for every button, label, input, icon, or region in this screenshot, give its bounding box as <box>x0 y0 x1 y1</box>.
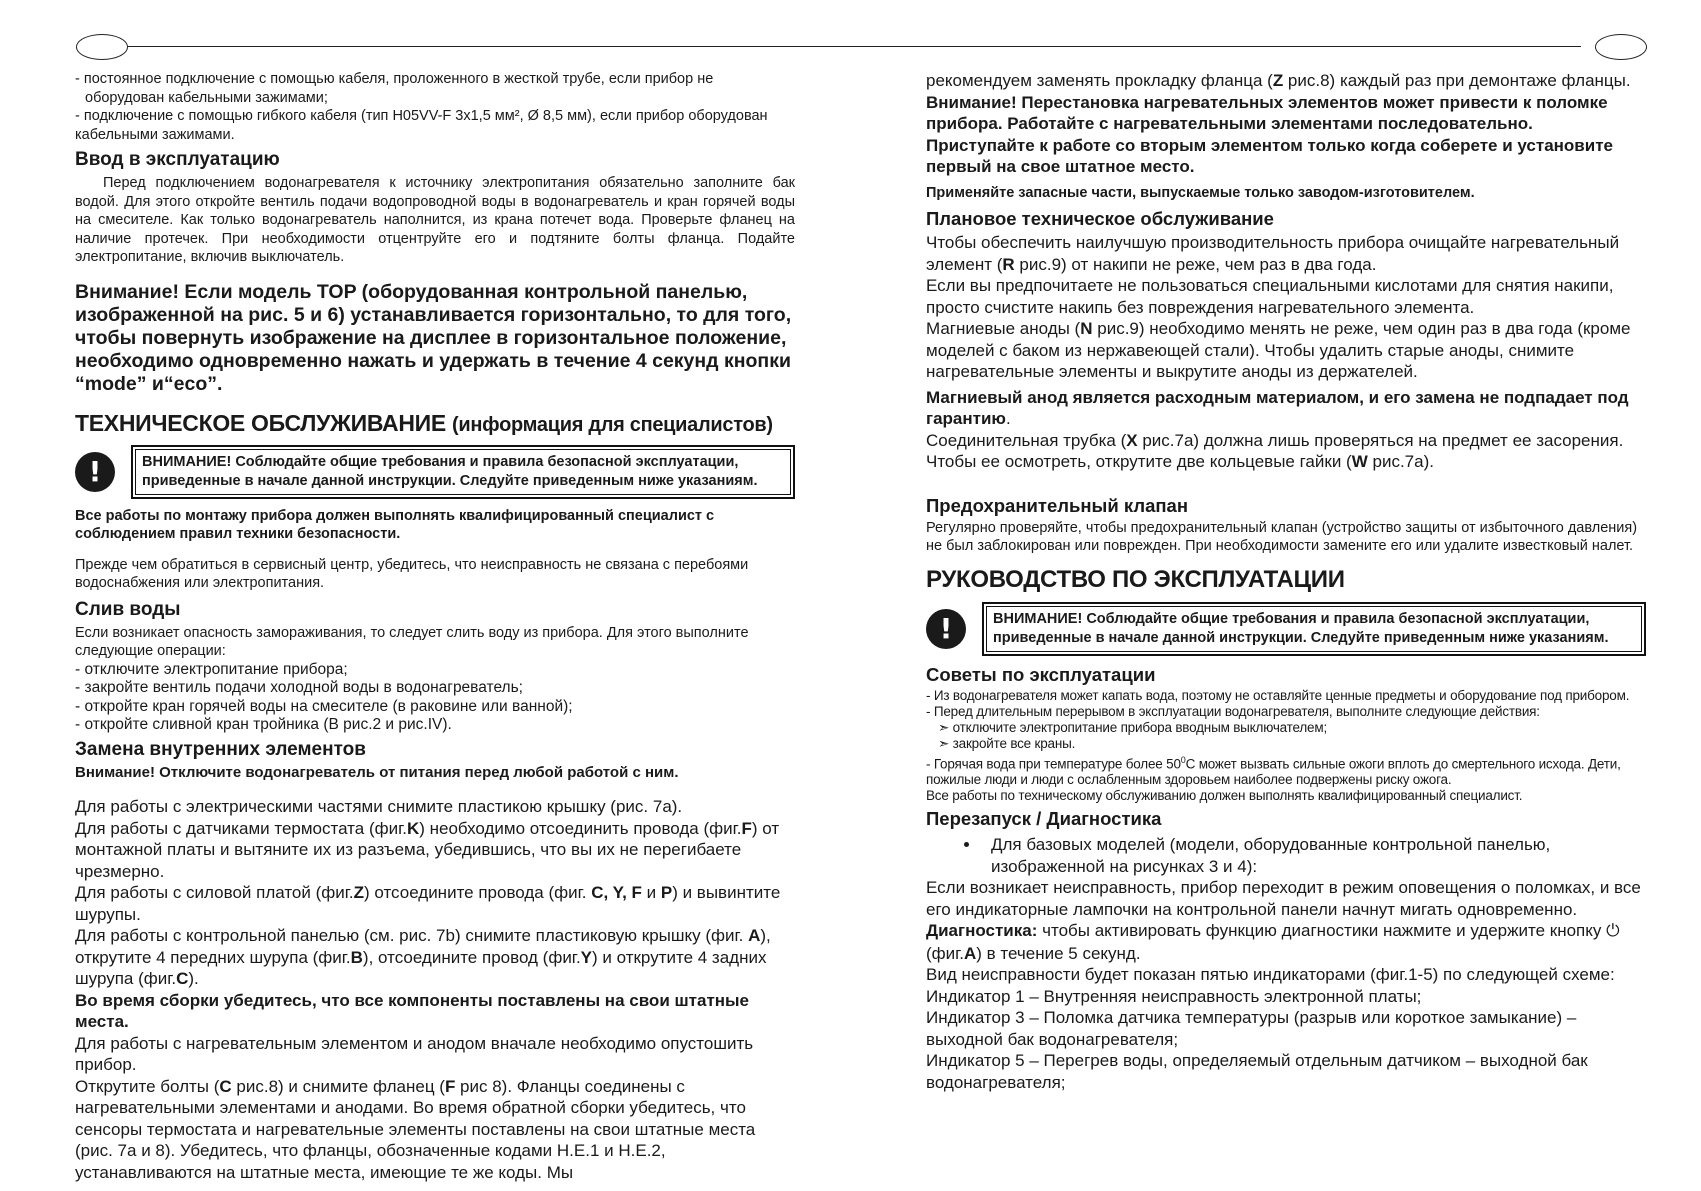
flange-gasket-note: рекомендуем заменять прокладку фланца (Z рис.8) каждый раз при демонтаже фланцы. <box>926 71 1631 90</box>
indicator-line: Индикатор 1 – Внутренняя неисправность электронной платы; <box>926 986 1422 1006</box>
maintenance-notice <box>75 445 795 499</box>
intro-line-2: - подключение с помощью гибкого кабеля (тип H05VV-F 3x1,5 мм², Ø 8,5 мм), если прибор оборудован кабельными зажимами. <box>75 108 768 143</box>
drain-step: - закройте вентиль подачи холодной воды в водонагреватель; <box>75 679 523 696</box>
drain-step: - отключите электропитание прибора; <box>75 660 348 678</box>
restart-title: Перезапуск / Диагностика <box>926 808 1162 829</box>
commissioning-text: Перед подключением водонагревателя к источнику электропитания обязательно заполните бак водой. Для этого откройте вентиль подачи водопроводной воды в водонагреватель и кран горячей воды на смесителе. Как только водонагреватель наполнится, из крана потечет вода. Проверьте фланец на наличие протечек. При необходимости отцентруйте его и подтяните болты фланца. Подайте электропитание, включив выключатель. <box>75 175 795 265</box>
safety-valve-text: Регулярно проверяйте, чтобы предохранительный клапан (устройство защиты от избыточного давления) не был заблокирован или поврежден. При необходимости замените его или удалите известковый налет. <box>926 519 1638 554</box>
planned-p2: Если вы предпочитаете не пользоваться специальными кислотами для снятия накипи, просто счистите накипь без повреждения нагревательного элемента. <box>926 276 1614 317</box>
before-service-note: Прежде чем обратиться в сервисный центр, убедитесь, что неисправность не связана с перебоями водоснабжения или электропитания. <box>75 556 749 591</box>
restart-bullets <box>926 834 1646 877</box>
replacement-p4: Для работы с контрольной панелью (см. рис. 7b) снимите пластиковую крышку (фиг. A), открутите 4 передних шурупа (фиг.B), отсоедините провод (фиг.Y) и открутите 4 задних шурупа (фиг.C). <box>75 926 771 988</box>
exclamation-icon: ! <box>75 452 115 492</box>
exclamation-icon: ! <box>926 609 966 649</box>
top-model-warning: Внимание! Если модель TOP (оборудованная контрольной панелью, изображенной на рис. 5 и 6) устанавливается горизонтально, то для того, чтобы повернуть изображение на дисплее в горизонтальное положение, необходимо одновременно нажать и удержать в течение 4 секунд кнопки “mode” и“eco”. <box>75 280 792 395</box>
maintenance-title <box>75 410 795 437</box>
notice-text: ВНИМАНИЕ! Соблюдайте общие требования и правила безопасной эксплуатации, приведенные в начале данной инструкции. Следуйте приведенным ниже указаниям. <box>135 449 791 495</box>
page-corner-oval-left <box>76 34 128 60</box>
replacement-p1: Для работы с электрическими частями снимите пластикою крышку (рис. 7a). <box>75 797 683 816</box>
tips-arrow-item: ➣ закройте все краны. <box>938 735 1076 751</box>
restart-p1: Если возникает неисправность, прибор переходит в режим оповещения о поломках, и все его индикаторные лампочки на контрольной панели начнут мигать одновременно. <box>926 878 1641 919</box>
manual-notice <box>926 602 1646 656</box>
hot-water-warning: - Горячая вода при температуре более $50^0С$ может вызвать сильные ожоги вплоть до смертельного исхода. Дети, пожилые люди и люди с ослабленным здоровьем наиболее подвержены риску ожога. <box>926 754 1621 787</box>
right-column <box>926 70 1646 1093</box>
drain-title: Слив воды <box>75 598 181 620</box>
tips-item: - Из водонагревателя может капать вода, поэтому не оставляйте ценные предметы и оборудование под прибором. <box>926 687 1630 703</box>
assembly-note: Во время сборки убедитесь, что все компоненты поставлены на свои штатные места. <box>75 990 750 1031</box>
maintenance-title-sub: (информация для специалистов) <box>452 413 773 436</box>
planned-maintenance-title: Плановое техническое обслуживание <box>926 208 1274 229</box>
restart-p2: Вид неисправности будет показан пятью индикаторами (фиг.1-5) по следующей схеме: <box>926 965 1615 984</box>
header-rule <box>120 46 1581 47</box>
indicator-line: Индикатор 5 – Перегрев воды, определяемый отдельным датчиком – выходной бак водонагревателя; <box>926 1051 1588 1092</box>
replacement-p2: Для работы с датчиками термостата (фиг.K) необходимо отсоединить провода (фиг.F) от монтажной платы и вытяните их из разъема, убедившись, что вы их не перегибаете чрезмерно. <box>75 818 780 881</box>
basic-models-item: • Для базовых моделей (модели, оборудованные контрольной панелью, изображенной на рисунках 3 и 4): <box>981 834 1646 877</box>
notice-text: ВНИМАНИЕ! Соблюдайте общие требования и правила безопасной эксплуатации, приведенные в начале данной инструкции. Следуйте приведенным ниже указаниям. <box>986 606 1642 652</box>
tips-item: - Перед длительным перерывом в эксплуатации водонагревателя, выполните следующие действия: <box>926 703 1540 719</box>
replacement-p6: Открутите болты (C рис.8) и снимите фланец (F рис 8). Фланцы соединены с нагревательными элементами и анодами. Во время обратной сборки убедитесь, что сенсоры термостата и нагревательные элементы поставлены на свои штатные места (рис. 7a и 8). Убедитесь, что фланцы, обозначенные кодами H.E.1 и H.E.2, устанавливаются на штатные места, имеющие те же коды. Мы <box>75 1076 756 1182</box>
replacement-p5: Для работы с нагревательным элементом и анодом вначале необходимо опустошить прибор. <box>75 1033 754 1074</box>
spare-parts-note: Применяйте запасные части, выпускаемые только заводом-изготовителем. <box>926 184 1475 201</box>
drain-intro: Если возникает опасность замораживания, то следует слить воду из прибора. Для этого выполните следующие операции: <box>75 624 749 659</box>
safety-valve-title: Предохранительный клапан <box>926 494 1189 516</box>
power-icon: ⏻ <box>1606 921 1620 941</box>
notice-box <box>131 445 795 499</box>
anode-warranty-note: Магниевый анод является расходным материалом, и его замена не подпадает под гарантию. <box>926 387 1629 428</box>
notice-box <box>982 602 1646 656</box>
tips-arrow-item: ➣ отключите электропитание прибора вводным выключателем; <box>938 719 1327 735</box>
replacement-title: Замена внутренних элементов <box>75 738 366 760</box>
diagnostics-text: Диагностика: чтобы активировать функцию диагностики нажмите и удержите кнопку ⏻ (фиг.A) в течение 5 секунд. <box>926 921 1620 963</box>
left-column <box>75 70 795 1183</box>
indicator-line: Индикатор 3 – Поломка датчика температуры (разрыв или короткое замыкание) – выходной бак водонагревателя; <box>926 1008 1577 1049</box>
planned-p1: Чтобы обеспечить наилучшую производительность прибора очищайте нагревательный элемент (R рис.9) от накипи не реже, чем раз в два года. <box>926 233 1620 274</box>
tips-qualified: Все работы по техническому обслуживанию должен выполнять квалифицированный специалист. <box>926 788 1523 803</box>
replacement-warning: Внимание! Отключите водонагреватель от питания перед любой работой с ним. <box>75 763 679 781</box>
commissioning-title: Ввод в эксплуатацию <box>75 149 280 170</box>
operation-manual-title: РУКОВОДСТВО ПО ЭКСПЛУАТАЦИИ <box>926 565 1345 593</box>
heating-elements-warning: Внимание! Перестановка нагревательных элементов может привести к поломке прибора. Работайте с нагревательными элементами последовательно. Приступайте к работе со вторым элементом только когда соберете и установите первый на свое штатное место. <box>926 92 1613 176</box>
page-corner-oval-right <box>1595 34 1647 60</box>
qualified-specialist-note: Все работы по монтажу прибора должен выполнять квалифицированный специалист с соблюдением правил техники безопасности. <box>75 507 715 542</box>
maintenance-title-main: ТЕХНИЧЕСКОЕ ОБСЛУЖИВАНИЕ <box>75 409 446 436</box>
intro-line-1: - постоянное подключение с помощью кабеля, проложенного в жесткой трубе, если прибор не оборудован кабельными зажимами; <box>75 71 714 106</box>
tips-title: Советы по эксплуатации <box>926 663 1156 685</box>
replacement-p3: Для работы с силовой платой (фиг.Z) отсоедините провода (фиг. C, Y, F и P) и вывинтите шурупы. <box>75 883 781 924</box>
planned-p3: Магниевые аноды (N рис.9) необходимо менять не реже, чем один раз в два года (кроме моделей с баком из нержавеющей стали). Чтобы удалить старые аноды, снимите нагревательные элементы и выкрутите аноды из держателей. <box>926 319 1631 381</box>
planned-p4: Соединительная трубка (X рис.7a) должна лишь проверяться на предмет ее засорения. Чтобы ее осмотреть, открутите две кольцевые гайки (W рис.7a). <box>926 430 1624 471</box>
drain-step: - откройте сливной кран тройника (B рис.2 и рис.IV). <box>75 716 452 733</box>
drain-step: - откройте кран горячей воды на смесителе (в раковине или ванной); <box>75 697 573 715</box>
